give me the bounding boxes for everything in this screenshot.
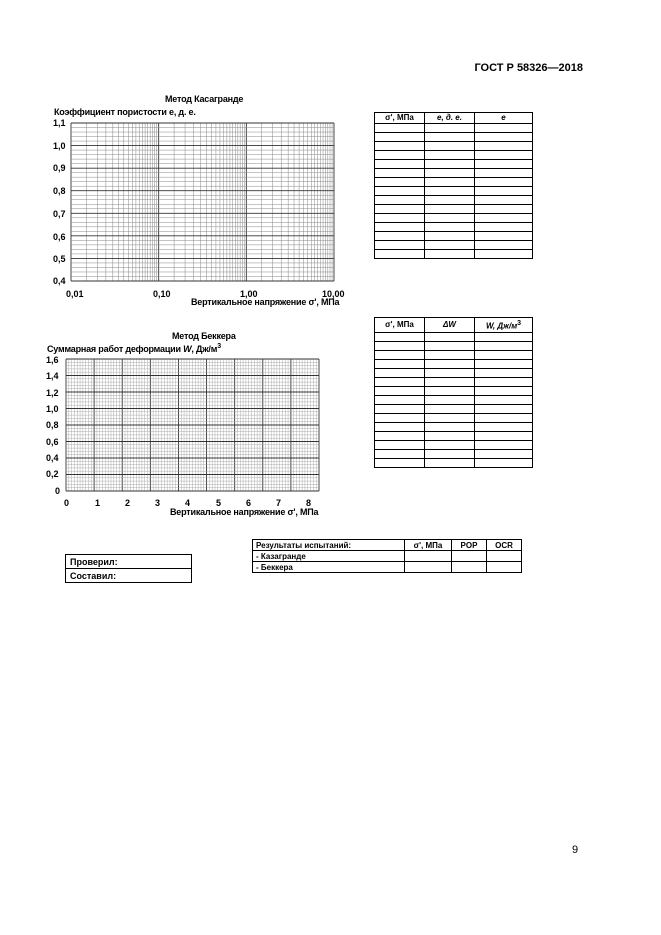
table-cell[interactable] <box>425 160 475 169</box>
table-cell[interactable] <box>425 169 475 178</box>
page-number: 9 <box>572 844 579 856</box>
table-row <box>375 387 533 396</box>
table-cell[interactable] <box>425 387 475 396</box>
table-cell[interactable] <box>475 459 533 468</box>
table-cell[interactable] <box>475 342 533 351</box>
x-tick: 8 <box>306 498 312 508</box>
table-row <box>375 178 533 187</box>
results-row-label: - Беккера <box>253 562 405 573</box>
table-cell[interactable] <box>375 178 425 187</box>
results-col-header: OCR <box>487 540 522 551</box>
table-cell[interactable] <box>475 133 533 142</box>
table-cell[interactable] <box>375 187 425 196</box>
compiled-by-field[interactable]: Составил: <box>66 569 192 583</box>
table-cell[interactable] <box>425 441 475 450</box>
table-row <box>375 360 533 369</box>
table-cell[interactable] <box>375 223 425 232</box>
table-cell[interactable] <box>375 459 425 468</box>
table-cell[interactable] <box>375 333 425 342</box>
table-row <box>375 378 533 387</box>
table-cell[interactable] <box>425 432 475 441</box>
table-cell[interactable] <box>475 387 533 396</box>
table-cell[interactable] <box>475 124 533 133</box>
table-cell[interactable] <box>475 187 533 196</box>
table-header <box>425 318 475 333</box>
table-row <box>375 369 533 378</box>
table-cell[interactable] <box>475 178 533 187</box>
table-cell[interactable] <box>425 223 475 232</box>
table-cell[interactable] <box>425 396 475 405</box>
table-cell[interactable] <box>425 133 475 142</box>
table-row <box>375 250 533 259</box>
table-cell[interactable] <box>375 405 425 414</box>
table-cell[interactable] <box>475 160 533 169</box>
table-cell[interactable] <box>425 178 475 187</box>
y-tick: 1,6 <box>46 355 59 365</box>
table-cell[interactable] <box>425 369 475 378</box>
results-header: Результаты испытаний: <box>253 540 405 551</box>
table-cell[interactable] <box>375 441 425 450</box>
results-row-label: - Казагранде <box>253 551 405 562</box>
table-row <box>375 196 533 205</box>
table-cell[interactable] <box>425 196 475 205</box>
becker-x-label: Вертикальное напряжение σ', МПа <box>170 507 319 517</box>
table-row <box>375 405 533 414</box>
table-cell[interactable] <box>425 151 475 160</box>
table-cell[interactable] <box>475 405 533 414</box>
x-tick: 7 <box>276 498 282 508</box>
table-header: σ', МПа <box>375 318 425 333</box>
table-cell[interactable] <box>375 369 425 378</box>
table-cell[interactable] <box>425 214 475 223</box>
table-row <box>375 351 533 360</box>
table-cell[interactable] <box>425 360 475 369</box>
table-cell[interactable] <box>475 414 533 423</box>
table-header-text: е <box>501 113 506 122</box>
table-cell[interactable] <box>425 250 475 259</box>
x-tick: 0,10 <box>153 289 171 299</box>
y-tick: 0,8 <box>53 186 66 196</box>
table-row <box>375 214 533 223</box>
casagrande-title: Метод Касагранде <box>165 94 244 104</box>
table-cell[interactable] <box>425 232 475 241</box>
casagrande-x-label: Вертикальное напряжение σ', МПа <box>191 297 340 307</box>
table-cell[interactable] <box>375 432 425 441</box>
table-row <box>375 241 533 250</box>
table-row <box>375 187 533 196</box>
becker-data-table <box>374 317 533 468</box>
table-cell[interactable] <box>375 250 425 259</box>
results-cell[interactable] <box>452 551 487 562</box>
y-tick: 0,7 <box>53 209 66 219</box>
results-cell[interactable] <box>405 551 452 562</box>
table-row <box>375 223 533 232</box>
y-tick: 0,6 <box>46 437 59 447</box>
y-tick: 0 <box>55 486 61 496</box>
table-cell[interactable] <box>375 241 425 250</box>
x-tick: 3 <box>155 498 161 508</box>
table-header <box>425 113 475 124</box>
table-cell[interactable] <box>475 378 533 387</box>
y-tick: 0,9 <box>53 163 66 173</box>
y-tick: 0,5 <box>53 254 66 264</box>
table-cell[interactable] <box>425 333 475 342</box>
table-row <box>375 450 533 459</box>
table-cell[interactable] <box>375 450 425 459</box>
x-tick: 0 <box>64 498 70 508</box>
y-tick: 0,4 <box>46 453 59 463</box>
standard-number: ГОСТ Р 58326—2018 <box>474 62 583 74</box>
table-cell[interactable] <box>475 441 533 450</box>
x-tick: 0,01 <box>66 289 84 299</box>
y-tick: 0,2 <box>46 469 59 479</box>
table-cell[interactable] <box>425 124 475 133</box>
table-row <box>375 423 533 432</box>
table-row <box>375 169 533 178</box>
table-cell[interactable] <box>425 450 475 459</box>
table-cell[interactable] <box>475 333 533 342</box>
results-cell[interactable] <box>487 551 522 562</box>
y-tick: 1,0 <box>53 141 66 151</box>
results-cell[interactable] <box>452 562 487 573</box>
table-row <box>375 124 533 133</box>
table-cell[interactable] <box>425 414 475 423</box>
table-row <box>375 160 533 169</box>
table-header-text: е, д. е. <box>437 113 462 122</box>
y-tick: 1,2 <box>46 388 59 398</box>
table-row <box>375 414 533 423</box>
casagrande-y-label: Коэффициент пористости е, д. е. <box>54 107 196 117</box>
results-cell[interactable] <box>405 562 452 573</box>
y-tick: 0,6 <box>53 232 66 242</box>
signature-table <box>65 554 192 583</box>
table-cell[interactable] <box>425 459 475 468</box>
table-cell[interactable] <box>375 351 425 360</box>
table-cell[interactable] <box>475 151 533 160</box>
table-cell[interactable] <box>475 250 533 259</box>
table-cell[interactable] <box>375 360 425 369</box>
table-cell[interactable] <box>425 205 475 214</box>
table-cell[interactable] <box>425 142 475 151</box>
table-cell[interactable] <box>425 351 475 360</box>
table-cell[interactable] <box>425 378 475 387</box>
x-tick: 5 <box>216 498 222 508</box>
table-row <box>375 232 533 241</box>
y-tick: 1,4 <box>46 371 59 381</box>
table-cell[interactable] <box>425 187 475 196</box>
table-cell[interactable] <box>475 450 533 459</box>
table-cell[interactable] <box>425 241 475 250</box>
table-row <box>375 142 533 151</box>
table-row <box>375 151 533 160</box>
table-header-exp: 3 <box>517 319 522 327</box>
table-cell[interactable] <box>375 396 425 405</box>
becker-title: Метод Беккера <box>172 331 236 341</box>
x-tick: 10,00 <box>322 289 345 299</box>
table-cell[interactable] <box>475 232 533 241</box>
table-cell[interactable] <box>375 196 425 205</box>
table-cell[interactable] <box>375 414 425 423</box>
table-cell[interactable] <box>375 423 425 432</box>
table-cell[interactable] <box>375 142 425 151</box>
table-row <box>375 441 533 450</box>
table-cell[interactable] <box>375 169 425 178</box>
becker-grid <box>66 359 319 491</box>
x-tick: 2 <box>125 498 131 508</box>
table-cell[interactable] <box>375 160 425 169</box>
table-cell[interactable] <box>475 205 533 214</box>
results-col-header: σ', МПа <box>405 540 452 551</box>
table-cell[interactable] <box>475 214 533 223</box>
table-header <box>475 318 533 333</box>
table-cell[interactable] <box>375 387 425 396</box>
table-cell[interactable] <box>475 196 533 205</box>
table-cell[interactable] <box>475 423 533 432</box>
table-header-text: W, Дж/м <box>485 321 518 331</box>
table-row <box>375 133 533 142</box>
table-row <box>375 333 533 342</box>
becker-y-label-var: W <box>183 344 192 354</box>
table-cell[interactable] <box>375 205 425 214</box>
checked-by-field[interactable]: Проверил: <box>66 555 192 569</box>
y-tick: 0,4 <box>53 276 66 286</box>
table-cell[interactable] <box>425 423 475 432</box>
table-header <box>475 113 533 124</box>
table-cell[interactable] <box>375 342 425 351</box>
table-header-text: ΔW <box>443 320 456 329</box>
table-cell[interactable] <box>475 432 533 441</box>
x-tick: 6 <box>246 498 252 508</box>
table-cell[interactable] <box>375 124 425 133</box>
table-cell[interactable] <box>475 351 533 360</box>
results-col-header: POP <box>452 540 487 551</box>
table-cell[interactable] <box>475 396 533 405</box>
table-row <box>375 432 533 441</box>
table-cell[interactable] <box>475 223 533 232</box>
results-cell[interactable] <box>487 562 522 573</box>
casagrande-data-table <box>374 112 533 259</box>
table-cell[interactable] <box>375 133 425 142</box>
table-cell[interactable] <box>425 405 475 414</box>
table-cell[interactable] <box>425 342 475 351</box>
table-cell[interactable] <box>475 142 533 151</box>
casagrande-grid <box>71 123 334 281</box>
y-tick: 0,8 <box>46 420 59 430</box>
table-cell[interactable] <box>375 214 425 223</box>
table-cell[interactable] <box>475 360 533 369</box>
table-row <box>375 459 533 468</box>
x-tick: 1 <box>95 498 101 508</box>
becker-y-label-exp: 3 <box>217 343 221 350</box>
table-cell[interactable] <box>375 378 425 387</box>
table-cell[interactable] <box>475 369 533 378</box>
x-tick: 4 <box>185 498 191 508</box>
table-cell[interactable] <box>475 169 533 178</box>
results-table <box>252 539 522 573</box>
y-tick: 1,0 <box>46 404 59 414</box>
table-row <box>375 342 533 351</box>
y-tick: 1,1 <box>53 118 66 128</box>
table-row <box>375 396 533 405</box>
becker-y-label-unit: , Дж/м <box>191 344 218 354</box>
table-cell[interactable] <box>375 232 425 241</box>
table-header: σ', МПа <box>375 113 425 124</box>
becker-y-label-main: Суммарная работ деформации <box>47 344 184 354</box>
table-cell[interactable] <box>375 151 425 160</box>
table-row <box>375 205 533 214</box>
table-cell[interactable] <box>475 241 533 250</box>
becker-y-label <box>47 343 221 354</box>
x-tick: 1,00 <box>240 289 258 299</box>
